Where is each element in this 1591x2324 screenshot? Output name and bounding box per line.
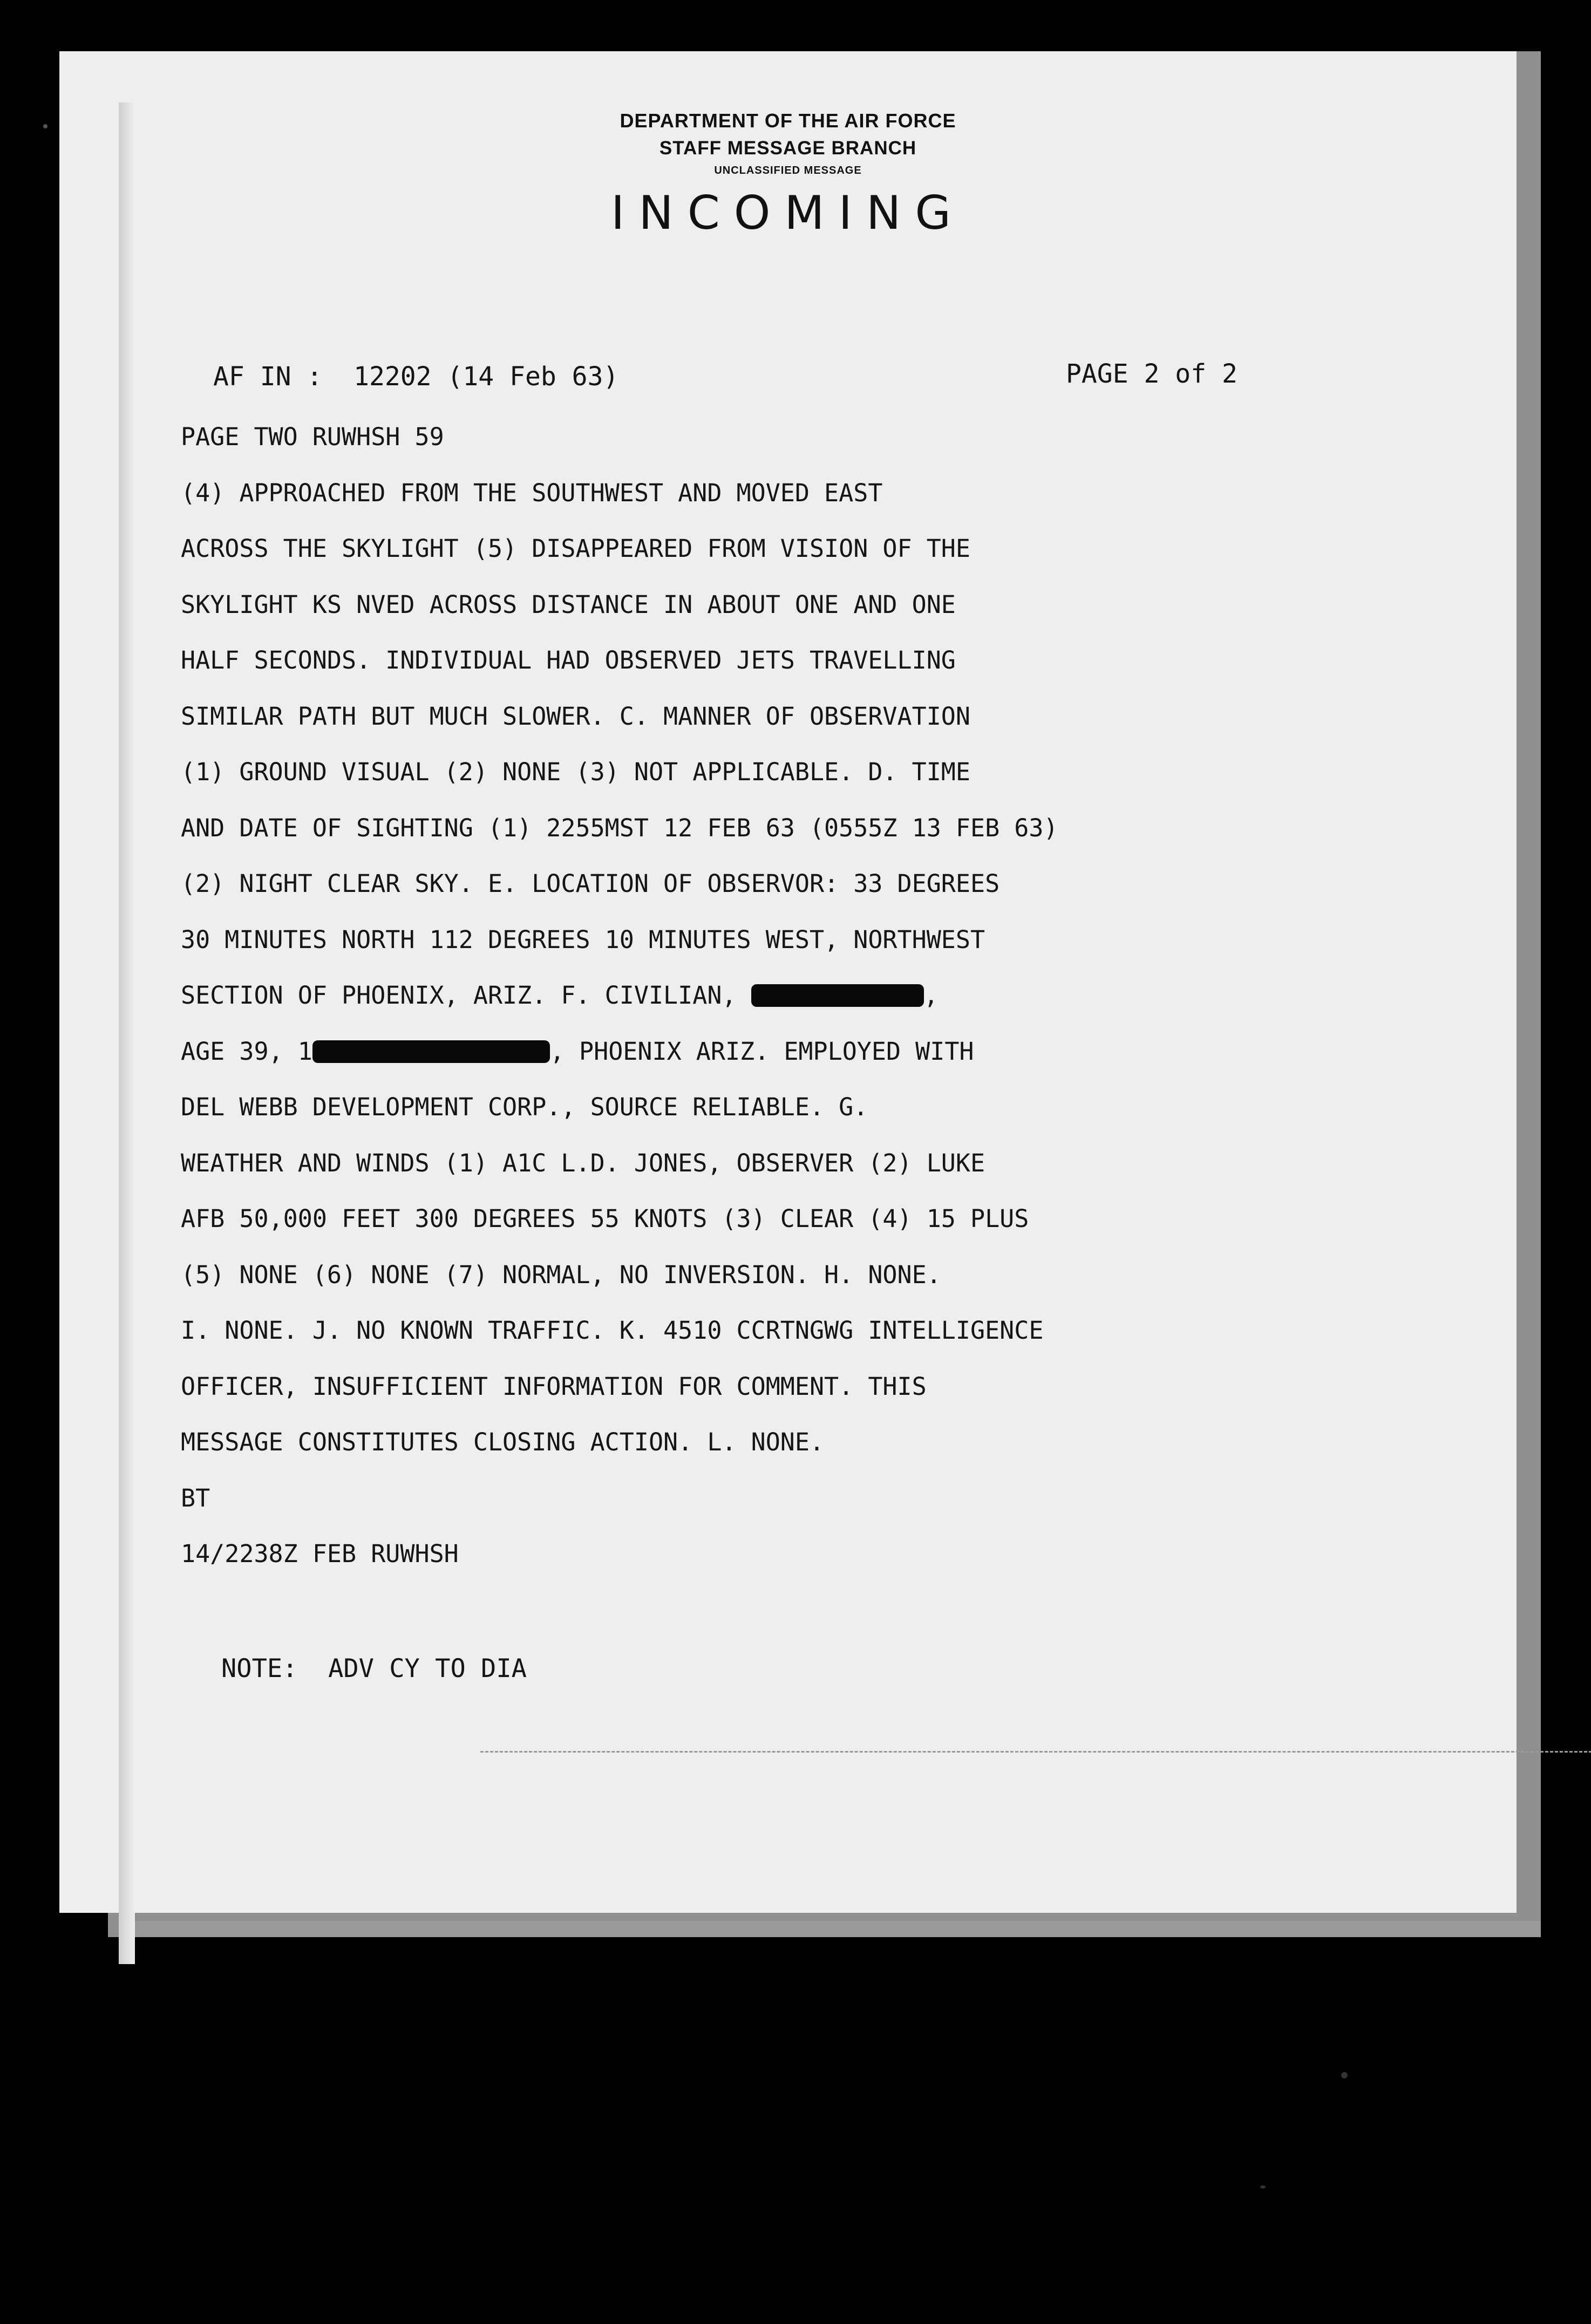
message-line: OFFICER, INSUFFICIENT INFORMATION FOR COMMENT. THIS (181, 1372, 927, 1401)
message-line: ACROSS THE SKYLIGHT (5) DISAPPEARED FROM VISION OF THE (181, 534, 970, 563)
message-line: SKYLIGHT KS NVED ACROSS DISTANCE IN ABOUT ONE AND ONE (181, 590, 956, 619)
line-text: , (923, 981, 939, 1010)
page-edge-shadow (119, 103, 135, 1964)
message-line: MESSAGE CONSTITUTES CLOSING ACTION. L. NONE. (181, 1428, 825, 1456)
message-line: (5) NONE (6) NONE (7) NORMAL, NO INVERSION. H. NONE. (181, 1260, 941, 1289)
film-speck (43, 124, 47, 128)
line-text: AGE 39, 1 (181, 1037, 312, 1066)
message-line: (4) APPROACHED FROM THE SOUTHWEST AND MOVED EAST (181, 478, 883, 507)
message-line-redacted-name (181, 979, 1058, 1035)
message-line: HALF SECONDS. INDIVIDUAL HAD OBSERVED JETS TRAVELLING (181, 646, 956, 674)
branch-heading: STAFF MESSAGE BRANCH (659, 138, 917, 159)
department-heading: DEPARTMENT OF THE AIR FORCE (620, 110, 956, 132)
message-line: WEATHER AND WINDS (1) A1C L.D. JONES, OBSERVER (2) LUKE (181, 1148, 985, 1177)
message-body (181, 421, 1058, 1594)
message-line-redacted-address (181, 1035, 1058, 1092)
note-line: NOTE: ADV CY TO DIA (221, 1654, 527, 1684)
message-line: (2) NIGHT CLEAR SKY. E. LOCATION OF OBSERVOR: 33 DEGREES (181, 869, 1000, 898)
message-line: DEL WEBB DEVELOPMENT CORP., SOURCE RELIABLE. G. (181, 1093, 868, 1121)
redaction-bar (312, 1040, 550, 1063)
page-number: PAGE 2 of 2 (1066, 359, 1238, 389)
message-line: AND DATE OF SIGHTING (1) 2255MST 12 FEB 63 (0555Z 13 FEB 63) (181, 813, 1058, 842)
message-line: SIMILAR PATH BUT MUCH SLOWER. C. MANNER OF OBSERVATION (181, 701, 970, 731)
message-page (59, 51, 1517, 1913)
redaction-bar (751, 984, 924, 1007)
message-line: (1) GROUND VISUAL (2) NONE (3) NOT APPLICABLE. D. TIME (181, 758, 970, 786)
message-line: PAGE TWO RUWHSH 59 (181, 422, 444, 451)
message-line: AFB 50,000 FEET 300 DEGREES 55 KNOTS (3) CLEAR (4) 15 PLUS (181, 1204, 1029, 1233)
line-text: , PHOENIX ARIZ. EMPLOYED WITH (549, 1037, 974, 1066)
classification-label: UNCLASSIFIED MESSAGE (714, 165, 862, 176)
backing-sheet-edge (121, 1921, 1541, 1937)
incoming-title: INCOMING (611, 186, 965, 240)
af-in-reference: AF IN : 12202 (14 Feb 63) (213, 362, 619, 392)
line-text: SECTION OF PHOENIX, ARIZ. F. CIVILIAN, (181, 981, 751, 1010)
message-line: BT (181, 1483, 210, 1512)
film-speck (1260, 2185, 1266, 2189)
dashed-divider (480, 1751, 1591, 1753)
message-line: 30 MINUTES NORTH 112 DEGREES 10 MINUTES WEST, NORTHWEST (181, 925, 985, 954)
message-line: 14/2238Z FEB RUWHSH (181, 1539, 459, 1568)
film-speck (1341, 2072, 1348, 2078)
message-line: I. NONE. J. NO KNOWN TRAFFIC. K. 4510 CCRTNGWG INTELLIGENCE (181, 1316, 1044, 1345)
